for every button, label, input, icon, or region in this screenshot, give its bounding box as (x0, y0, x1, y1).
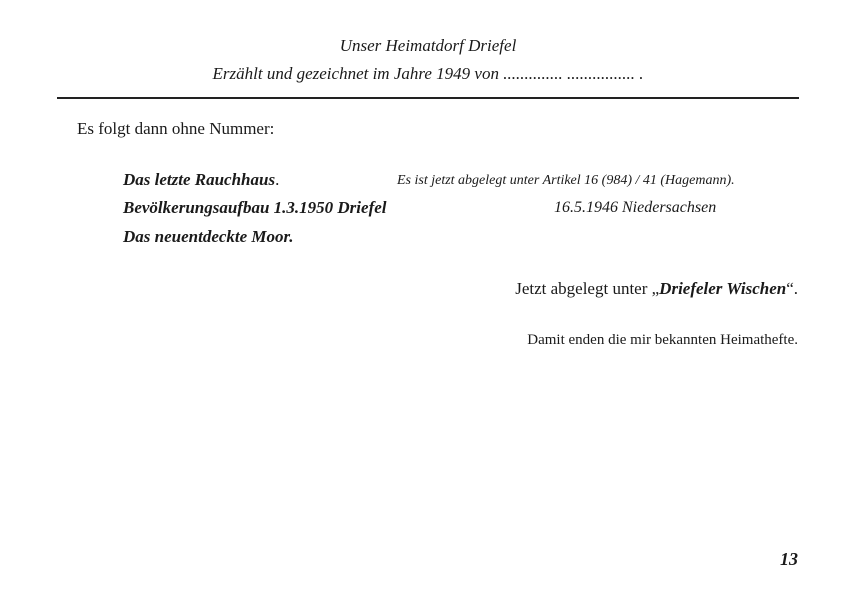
closing-suffix: “. (786, 279, 798, 298)
intro-text: Es folgt dann ohne Nummer: (77, 119, 275, 138)
entry-moor: Das neuentdeckte Moor. (123, 227, 294, 246)
closing-emphasis: Driefeler Wischen (659, 279, 787, 298)
header-divider (57, 97, 799, 99)
closing-line (515, 279, 798, 299)
closing-prefix: Jetzt abgelegt unter „ (515, 279, 660, 298)
page-number: 13 (780, 549, 798, 569)
page-subtitle: Erzählt und gezeichnet im Jahre 1949 von .............. ................ . (212, 64, 644, 83)
page-title: Unser Heimatdorf Driefel (339, 36, 517, 55)
entry-title: Das letzte Rauchhaus (123, 170, 276, 189)
entry-suffix: . (275, 170, 280, 189)
entry-bevoelkerungsaufbau: Bevölkerungsaufbau 1.3.1950 Driefel (123, 198, 387, 217)
entry-rauchhaus (123, 170, 279, 190)
final-note: Damit enden die mir bekannten Heimathefte. (527, 332, 798, 348)
entry-note-date: 16.5.1946 Niedersachsen (554, 199, 717, 216)
entry-note: Es ist jetzt abgelegt unter Artikel 16 (984) / 41 (Hagemann). (397, 173, 735, 188)
